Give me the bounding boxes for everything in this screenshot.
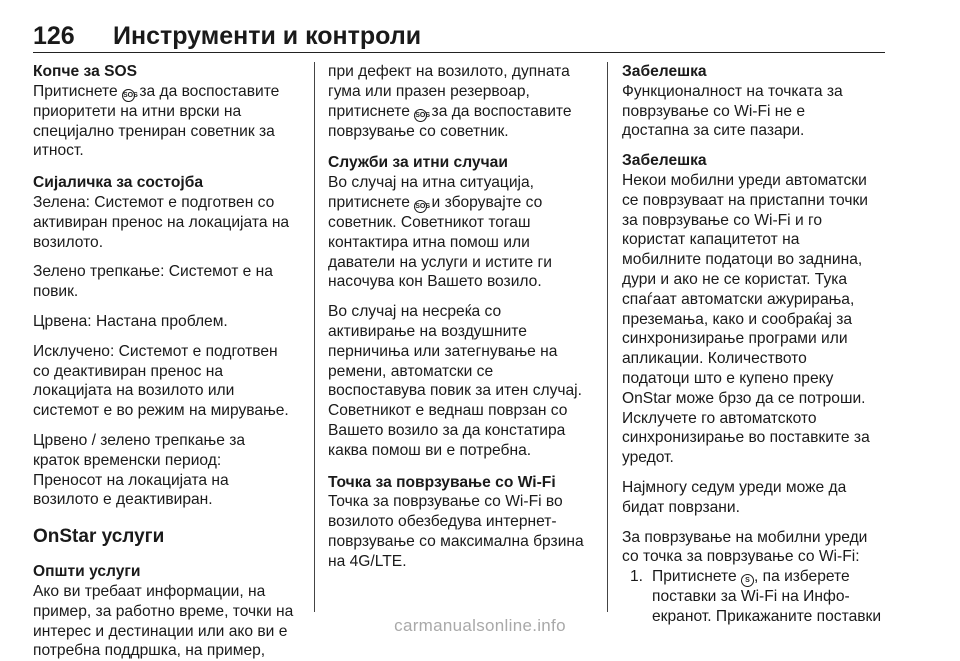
text-line: возилото е деактивиран. [33, 491, 213, 509]
text-line: Функционалност на точката за [622, 82, 843, 100]
text-line: преземања, како и сообраќај за [622, 310, 853, 328]
text-line: Ако ви требаат информации, на [33, 582, 266, 600]
text-line: Црвено / зелено трепкање за [33, 431, 246, 449]
text-line: итност. [33, 142, 84, 160]
note-title: Забелешка [622, 152, 707, 170]
text-line: апликации. Количеството [622, 350, 807, 368]
text-line: синхронизирање програми или [622, 330, 848, 348]
text-line: притиснете SOS и зборувајте со [328, 193, 543, 211]
column-divider [314, 62, 315, 612]
section-title-emergency: Служби за итни случаи [328, 154, 508, 172]
text-line: екранот. Прикажаните поставки [652, 607, 882, 625]
text-line: податоци што е купено преку [622, 369, 834, 387]
text-line: локацијата на возилото или [33, 382, 235, 400]
text-line: Зелено трепкање: Системот е на [33, 263, 273, 281]
text-line: за поврзување со Wi-Fi и го [622, 211, 823, 229]
text-line: каква помош ви е потребна. [328, 441, 532, 459]
text-line: спаѓаат автоматски ажурирања, [622, 290, 855, 308]
text-line: воспоставува повик за итен случај. [328, 382, 582, 400]
note-title: Забелешка [622, 63, 707, 80]
text-line: Притиснете SOS за да воспоставите [33, 82, 280, 100]
text-line: синхронизирање во поставките за [622, 429, 870, 447]
section-title-wifi: Точка за поврзување со Wi-Fi [328, 473, 556, 491]
text-line: гума или празен резервоар, [328, 82, 530, 100]
sos-button-icon: SOS [122, 89, 135, 102]
text-line: ремени, автоматски се [328, 362, 494, 380]
text-line: Преносот на локацијата на [33, 471, 229, 489]
onstar-button-icon: S [741, 574, 754, 587]
text-line: достапна за сите пазари. [622, 122, 805, 140]
text-line: се поврзуваат на пристапни точки [622, 191, 868, 209]
text-line: Исклучено: Системот е подготвен [33, 342, 278, 360]
text-line: уредот. [622, 449, 674, 467]
text-line: Зелена: Системот е подготвен со [33, 193, 275, 211]
onstar-button-icon: SOS [414, 109, 427, 122]
text-line: Црвена: Настана проблем. [33, 312, 228, 330]
text-line: поврзување со максимална брзина [328, 532, 584, 550]
text-line: Советникот е веднаш поврзан со [328, 402, 568, 420]
column-divider [607, 62, 608, 612]
text-line: Во случај на несреќа со [328, 303, 502, 321]
section-title-sos: Копче за SOS [33, 63, 138, 80]
text-line: Вашето возило за да констатира [328, 421, 566, 439]
text-line: поврзување со Wi-Fi не е [622, 102, 806, 120]
page-header [33, 22, 885, 53]
sos-button-icon: SOS [414, 200, 427, 213]
text-line: приоритети на итни врски на [33, 102, 242, 120]
text-line: краток временски период: [33, 451, 222, 469]
text-line: активирање на воздушните [328, 322, 527, 340]
text-line: поставки за Wi-Fi на Инфо- [652, 588, 850, 606]
text-line: Некои мобилни уреди автоматски [622, 171, 867, 189]
text-line: Исклучете го автоматското [622, 409, 817, 427]
text-line: насочува кон Вашето возило. [328, 273, 542, 291]
watermark: carmanualsonline.info [394, 616, 566, 635]
text-line: специјално трениран советник за [33, 122, 275, 140]
text-line: контактира итна помош или [328, 233, 530, 251]
page-number: 126 [33, 22, 75, 50]
text-line: при дефект на возилото, дупната [328, 63, 570, 80]
text-line: потребна поддршка, на пример, [33, 642, 266, 660]
step-number: 1. [630, 568, 644, 586]
text-line: возилото обезбедува интернет- [328, 513, 557, 531]
text-line: даватели на услуги и истите ги [328, 253, 552, 271]
text-line: со точка за поврзување со Wi-Fi: [622, 548, 860, 566]
text-line: дури и ако не се користат. Тука [622, 270, 848, 288]
text-line: системот е во режим на мирување. [33, 402, 289, 420]
text-line: користат капацитетот на [622, 231, 800, 249]
page-title: Инструменти и контроли [113, 22, 422, 50]
text-line: бидат поврзани. [622, 498, 740, 516]
section-title-general: Општи услуги [33, 563, 141, 581]
text-line: советник. Советникот тогаш [328, 213, 531, 231]
column-right [622, 62, 890, 627]
text-line: перничиња или затегнување на [328, 342, 558, 360]
text-line: притиснете SOS за да воспоставите [328, 102, 572, 120]
text-line: возилото. [33, 233, 104, 251]
column-left [33, 62, 301, 661]
text-line: интерес и дестинации или ако ви е [33, 622, 288, 640]
text-line: Во случај на итна ситуација, [328, 174, 535, 192]
section-heading-onstar: OnStar услуги [33, 526, 165, 548]
text-line: мобилните податоци во заднина, [622, 251, 863, 269]
text-line: повик. [33, 283, 79, 301]
column-middle [328, 62, 596, 572]
text-line: Притиснете S , па изберете [652, 568, 850, 586]
text-line: пример, за работно време, точки на [33, 602, 294, 620]
text-line: поврзување со советник. [328, 122, 509, 140]
text-line: За поврзување на мобилни уреди [622, 528, 868, 546]
text-line: на 4G/LTE. [328, 552, 407, 570]
text-line: Најмногу седум уреди може да [622, 478, 847, 496]
section-title-status: Сијаличка за состојба [33, 174, 204, 192]
text-line: активиран пренос на локацијата на [33, 213, 290, 231]
text-line: Точка за поврзување со Wi-Fi во [328, 493, 563, 511]
text-line: OnStar може брзо да се потроши. [622, 389, 866, 407]
text-line: со деактивиран пренос на [33, 362, 224, 380]
